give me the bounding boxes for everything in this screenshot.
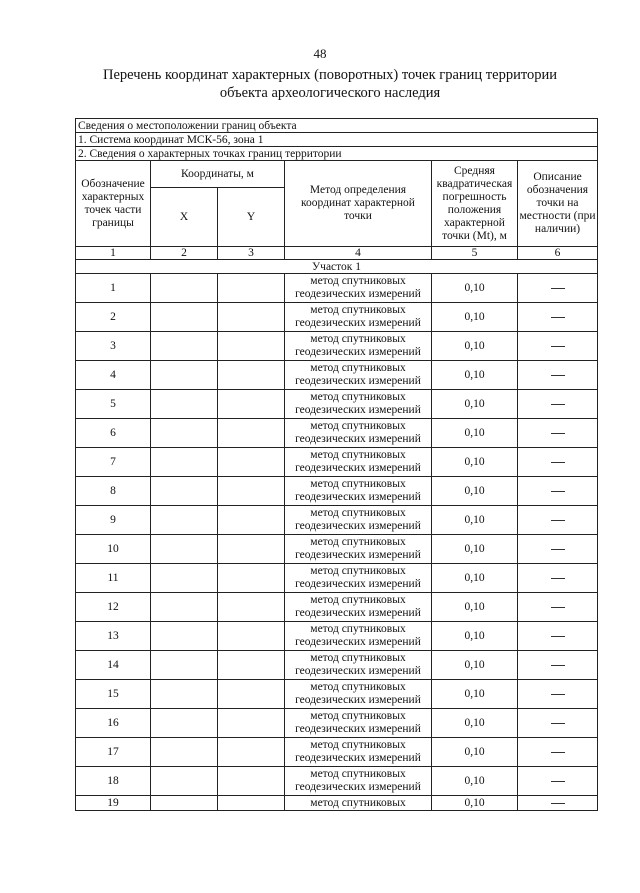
point-x <box>151 535 218 564</box>
table-row <box>76 535 598 564</box>
point-mean-error: 0,10 <box>432 274 518 303</box>
point-description <box>518 448 598 477</box>
point-method <box>285 593 432 622</box>
point-x <box>151 767 218 796</box>
point-x <box>151 651 218 680</box>
point-description <box>518 419 598 448</box>
table-row <box>76 419 598 448</box>
table-row <box>76 622 598 651</box>
point-y <box>218 738 285 767</box>
point-description <box>518 767 598 796</box>
dash-mark <box>551 665 565 666</box>
method-line-1: метод спутниковых <box>310 768 406 780</box>
point-number: 17 <box>76 738 151 767</box>
method-line-2: геодезических измерений <box>295 375 421 387</box>
section-label: Участок 1 <box>76 260 598 274</box>
table-row <box>76 796 598 811</box>
dash-mark <box>551 636 565 637</box>
point-method <box>285 709 432 738</box>
point-description <box>518 796 598 811</box>
point-mean-error: 0,10 <box>432 361 518 390</box>
method-line-1: метод спутниковых <box>310 796 406 809</box>
document-title-line-1: Перечень координат характерных (поворотных) точек границ территории <box>102 67 558 83</box>
point-description <box>518 535 598 564</box>
method-line-1: метод спутниковых <box>310 594 406 606</box>
point-number: 19 <box>76 796 151 811</box>
point-mean-error: 0,10 <box>432 767 518 796</box>
header-method: Метод определения координат характерной точки <box>285 161 432 247</box>
point-number: 11 <box>76 564 151 593</box>
point-method <box>285 506 432 535</box>
point-number: 1 <box>76 274 151 303</box>
point-number: 9 <box>76 506 151 535</box>
table-row <box>76 593 598 622</box>
point-number: 4 <box>76 361 151 390</box>
dash-mark <box>551 803 565 804</box>
point-number: 7 <box>76 448 151 477</box>
dash-mark <box>551 549 565 550</box>
point-number: 14 <box>76 651 151 680</box>
dash-mark <box>551 346 565 347</box>
dash-mark <box>551 375 565 376</box>
column-number-1: 1 <box>76 247 151 260</box>
column-number-3: 3 <box>218 247 285 260</box>
point-x <box>151 274 218 303</box>
point-x <box>151 564 218 593</box>
method-line-2: геодезических измерений <box>295 781 421 793</box>
point-mean-error: 0,10 <box>432 593 518 622</box>
table-row <box>76 564 598 593</box>
point-mean-error: 0,10 <box>432 448 518 477</box>
column-number-6: 6 <box>518 247 598 260</box>
dash-mark <box>551 694 565 695</box>
method-line-2: геодезических измерений <box>295 462 421 474</box>
method-line-1: метод спутниковых <box>310 710 406 722</box>
point-description <box>518 709 598 738</box>
method-line-1: метод спутниковых <box>310 681 406 693</box>
point-y <box>218 564 285 593</box>
header-mean-error: Средняя квадратическая погрешность положения характерной точки (Mt), м <box>432 161 518 247</box>
method-line-2: геодезических измерений <box>295 578 421 590</box>
point-x <box>151 506 218 535</box>
method-line-2: геодезических измерений <box>295 607 421 619</box>
point-mean-error: 0,10 <box>432 477 518 506</box>
dash-mark <box>551 433 565 434</box>
point-description <box>518 680 598 709</box>
header-x: X <box>151 188 218 247</box>
point-mean-error: 0,10 <box>432 709 518 738</box>
method-line-1: метод спутниковых <box>310 304 406 316</box>
method-line-1: метод спутниковых <box>310 333 406 345</box>
method-line-2: геодезических измерений <box>295 752 421 764</box>
method-line-1: метод спутниковых <box>310 623 406 635</box>
method-line-1: метод спутниковых <box>310 739 406 751</box>
point-y <box>218 767 285 796</box>
method-line-2: геодезических измерений <box>295 520 421 532</box>
point-description <box>518 622 598 651</box>
point-method <box>285 796 432 811</box>
point-y <box>218 796 285 811</box>
point-y <box>218 274 285 303</box>
point-description <box>518 332 598 361</box>
point-method <box>285 767 432 796</box>
point-mean-error: 0,10 <box>432 622 518 651</box>
method-line-1: метод спутниковых <box>310 478 406 490</box>
point-method <box>285 274 432 303</box>
point-x <box>151 709 218 738</box>
point-method <box>285 680 432 709</box>
point-number: 3 <box>76 332 151 361</box>
dash-mark <box>551 781 565 782</box>
point-x <box>151 622 218 651</box>
point-number: 8 <box>76 477 151 506</box>
table-row <box>76 506 598 535</box>
dash-mark <box>551 607 565 608</box>
dash-mark <box>551 317 565 318</box>
point-method <box>285 332 432 361</box>
point-y <box>218 361 285 390</box>
method-line-2: геодезических измерений <box>295 404 421 416</box>
point-mean-error: 0,10 <box>432 506 518 535</box>
header-y: Y <box>218 188 285 247</box>
point-y <box>218 680 285 709</box>
column-number-2: 2 <box>151 247 218 260</box>
point-mean-error: 0,10 <box>432 535 518 564</box>
dash-mark <box>551 462 565 463</box>
point-x <box>151 593 218 622</box>
point-x <box>151 477 218 506</box>
dash-mark <box>551 723 565 724</box>
point-mean-error: 0,10 <box>432 796 518 811</box>
point-description <box>518 738 598 767</box>
method-line-2: геодезических измерений <box>295 549 421 561</box>
method-line-1: метод спутниковых <box>310 507 406 519</box>
point-mean-error: 0,10 <box>432 419 518 448</box>
point-y <box>218 506 285 535</box>
dash-mark <box>551 288 565 289</box>
point-description <box>518 477 598 506</box>
method-line-1: метод спутниковых <box>310 420 406 432</box>
point-number: 6 <box>76 419 151 448</box>
header-coordinates-group: Координаты, м <box>151 161 285 188</box>
point-x <box>151 680 218 709</box>
page-number: 48 <box>313 46 327 61</box>
table-row <box>76 680 598 709</box>
point-x <box>151 390 218 419</box>
point-method <box>285 651 432 680</box>
dash-mark <box>551 752 565 753</box>
method-line-1: метод спутниковых <box>310 652 406 664</box>
point-x <box>151 361 218 390</box>
point-y <box>218 535 285 564</box>
point-description <box>518 274 598 303</box>
table-row <box>76 477 598 506</box>
table-row <box>76 274 598 303</box>
dash-mark <box>551 491 565 492</box>
table-row <box>76 361 598 390</box>
table-row <box>76 767 598 796</box>
document-title <box>60 66 600 102</box>
point-mean-error: 0,10 <box>432 303 518 332</box>
point-mean-error: 0,10 <box>432 738 518 767</box>
point-y <box>218 448 285 477</box>
point-number: 13 <box>76 622 151 651</box>
method-line-1: метод спутниковых <box>310 391 406 403</box>
table-row <box>76 448 598 477</box>
info-row-location: Сведения о местоположении границ объекта <box>76 119 598 133</box>
point-number: 10 <box>76 535 151 564</box>
point-y <box>218 419 285 448</box>
method-line-2: геодезических измерений <box>295 433 421 445</box>
point-mean-error: 0,10 <box>432 651 518 680</box>
method-line-2: геодезических измерений <box>295 491 421 503</box>
point-y <box>218 477 285 506</box>
column-number-4: 4 <box>285 247 432 260</box>
method-line-2: геодезических измерений <box>295 636 421 648</box>
method-line-1: метод спутниковых <box>310 275 406 287</box>
point-description <box>518 506 598 535</box>
point-x <box>151 738 218 767</box>
point-mean-error: 0,10 <box>432 332 518 361</box>
point-method <box>285 390 432 419</box>
method-line-2: геодезических измерений <box>295 665 421 677</box>
point-description <box>518 651 598 680</box>
method-line-2: геодезических измерений <box>295 723 421 735</box>
point-x <box>151 419 218 448</box>
point-mean-error: 0,10 <box>432 564 518 593</box>
point-method <box>285 448 432 477</box>
point-description <box>518 390 598 419</box>
point-y <box>218 709 285 738</box>
point-method <box>285 477 432 506</box>
dash-mark <box>551 404 565 405</box>
point-method <box>285 622 432 651</box>
point-description <box>518 303 598 332</box>
column-number-5: 5 <box>432 247 518 260</box>
table-row <box>76 651 598 680</box>
method-line-2: геодезических измерений <box>295 317 421 329</box>
point-number: 5 <box>76 390 151 419</box>
point-mean-error: 0,10 <box>432 680 518 709</box>
point-method <box>285 303 432 332</box>
point-description <box>518 564 598 593</box>
table-row <box>76 709 598 738</box>
method-line-1: метод спутниковых <box>310 565 406 577</box>
method-line-1: метод спутниковых <box>310 362 406 374</box>
method-line-2: геодезических измерений <box>295 694 421 706</box>
point-method <box>285 564 432 593</box>
point-y <box>218 303 285 332</box>
table-row <box>76 738 598 767</box>
method-line-1: метод спутниковых <box>310 449 406 461</box>
point-description <box>518 361 598 390</box>
point-x <box>151 796 218 811</box>
info-row-points-info: 2. Сведения о характерных точках границ территории <box>76 147 598 161</box>
point-number: 18 <box>76 767 151 796</box>
point-y <box>218 651 285 680</box>
point-y <box>218 622 285 651</box>
point-y <box>218 332 285 361</box>
table-row <box>76 303 598 332</box>
header-point-designation: Обозначение характерных точек части границы <box>76 161 151 247</box>
point-method <box>285 361 432 390</box>
method-line-2: геодезических измерений <box>295 346 421 358</box>
point-number: 2 <box>76 303 151 332</box>
point-x <box>151 448 218 477</box>
info-row-coordinate-system: 1. Система координат МСК-56, зона 1 <box>76 133 598 147</box>
document-title-line-2: объекта археологического наследия <box>219 85 441 101</box>
point-number: 16 <box>76 709 151 738</box>
header-description: Описание обозначения точки на местности (при наличии) <box>518 161 598 247</box>
point-y <box>218 593 285 622</box>
point-x <box>151 303 218 332</box>
point-number: 12 <box>76 593 151 622</box>
table-row <box>76 332 598 361</box>
point-mean-error: 0,10 <box>432 390 518 419</box>
dash-mark <box>551 520 565 521</box>
coordinates-table <box>75 118 598 811</box>
point-method <box>285 419 432 448</box>
point-number: 15 <box>76 680 151 709</box>
point-x <box>151 332 218 361</box>
method-line-1: метод спутниковых <box>310 536 406 548</box>
point-method <box>285 535 432 564</box>
point-method <box>285 738 432 767</box>
dash-mark <box>551 578 565 579</box>
point-description <box>518 593 598 622</box>
point-y <box>218 390 285 419</box>
table-row <box>76 390 598 419</box>
method-line-2: геодезических измерений <box>295 288 421 300</box>
